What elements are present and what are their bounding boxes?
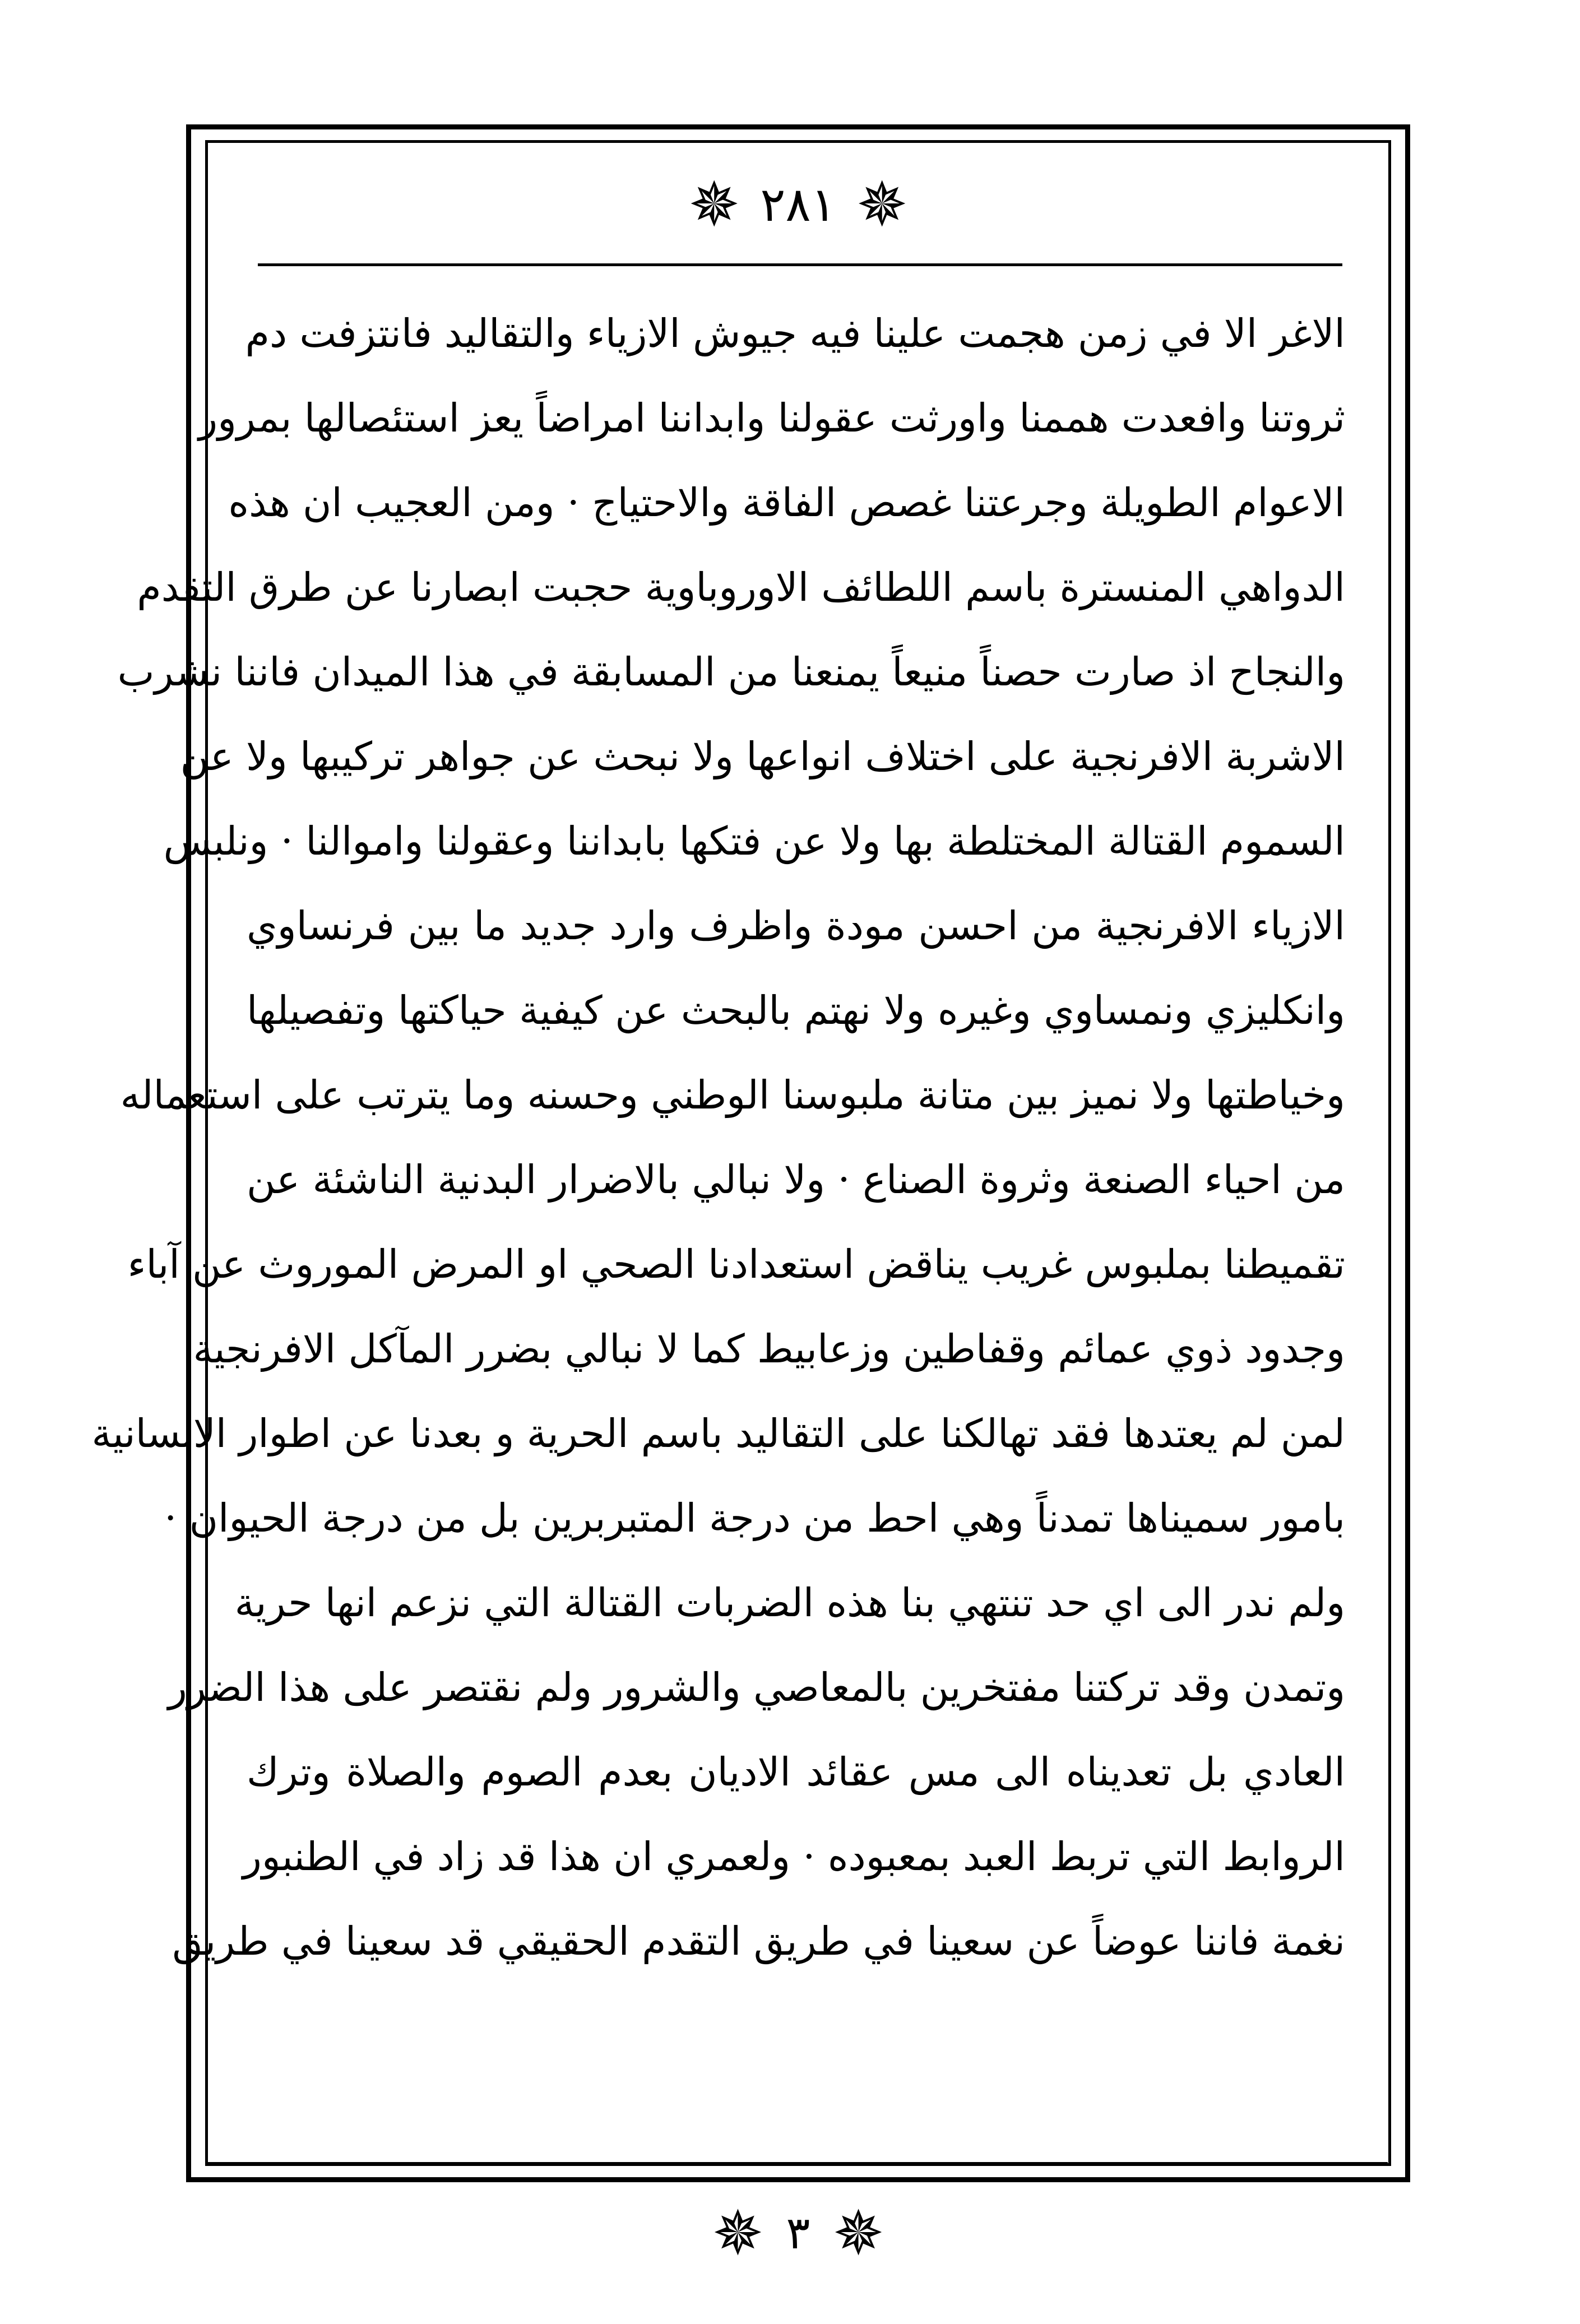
text-line: الازياء الافرنجية من احسن مودة واظرف وارد جديد ما بين فرنساوي — [247, 903, 1345, 949]
text-line: تقميطنا بملبوس غريب يناقض استعدادنا الصحي او المرض الموروث عن آباء — [127, 1241, 1345, 1287]
text-line: بامور سميناها تمدناً وهي احط من درجة المتبربرين بل من درجة الحيوان · — [164, 1495, 1345, 1541]
header-rule — [258, 263, 1342, 266]
text-line: الدواهي المنسترة باسم اللطائف الاوروباوية حجبت ابصارنا عن طرق التقدم — [137, 564, 1345, 610]
ornament-left-icon: ✵ — [688, 169, 740, 240]
page-header — [205, 171, 1391, 238]
text-line: نغمة فاننا عوضاً عن سعينا في طريق التقدم الحقيقي قد سعينا في طريق — [172, 1918, 1345, 1964]
text-line: وجدود ذوي عمائم وقفاطين وزعابيط كما لا نبالي بضرر المآكل الافرنجية — [193, 1326, 1345, 1372]
text-line: ولم ندر الى اي حد تنتهي بنا هذه الضربات القتالة التي نزعم انها حرية — [234, 1580, 1345, 1626]
text-line: لمن لم يعتدها فقد تهالكنا على التقاليد باسم الحرية و بعدنا عن اطوار الانسانية — [91, 1411, 1345, 1456]
text-line: من احياء الصنعة وثروة الصناع · ولا نبالي بالاضرار البدنية الناشئة عن — [247, 1157, 1345, 1203]
text-line: الاعوام الطويلة وجرعتنا غصص الفاقة والاحتياج · ومن العجيب ان هذه — [228, 480, 1345, 526]
text-line: ثروتنا وافعدت هممنا واورثت عقولنا وابداننا امراضاً يعز استئصالها بمرور — [198, 395, 1345, 441]
page-text — [91, 291, 1345, 1984]
bottom-double-rule — [207, 2162, 1388, 2166]
text-line: وخياطتها ولا نميز بين متانة ملبوسنا الوطني وحسنه وما يترتب على استعماله — [120, 1072, 1345, 1118]
ornament-left-icon: ✵ — [712, 2197, 764, 2269]
text-line: والنجاح اذ صارت حصناً منيعاً يمنعنا من المسابقة في هذا الميدان فاننا نشرب — [117, 649, 1345, 695]
text-line: السموم القتالة المختلطة بها ولا عن فتكها بابداننا وعقولنا واموالنا · ونلبس — [163, 818, 1345, 864]
page-footer — [205, 2194, 1391, 2272]
text-line: الاغر الا في زمن هجمت علينا فيه جيوش الازياء والتقاليد فانتزفت دم — [245, 310, 1345, 356]
ornament-right-icon: ✵ — [856, 169, 908, 240]
text-line: العادي بل تعديناه الى مس عقائد الاديان بعدم الصوم والصلاة وترك — [247, 1749, 1345, 1795]
ornament-right-icon: ✵ — [832, 2197, 884, 2269]
text-line: وتمدن وقد تركتنا مفتخرين بالمعاصي والشرور ولم نقتصر على هذا الضرر — [168, 1664, 1345, 1710]
text-line: الاشربة الافرنجية على اختلاف انواعها ولا نبحث عن جواهر تركيبها ولا عن — [180, 734, 1345, 780]
text-line: وانكليزي ونمساوي وغيره ولا نهتم بالبحث عن كيفية حياكتها وتفصيلها — [247, 987, 1345, 1033]
page-number: ٢٨١ — [760, 177, 836, 232]
text-line: الروابط التي تربط العبد بمعبوده · ولعمري ان هذا قد زاد في الطنبور — [243, 1834, 1345, 1880]
signature-mark: ٣ — [786, 2207, 810, 2259]
